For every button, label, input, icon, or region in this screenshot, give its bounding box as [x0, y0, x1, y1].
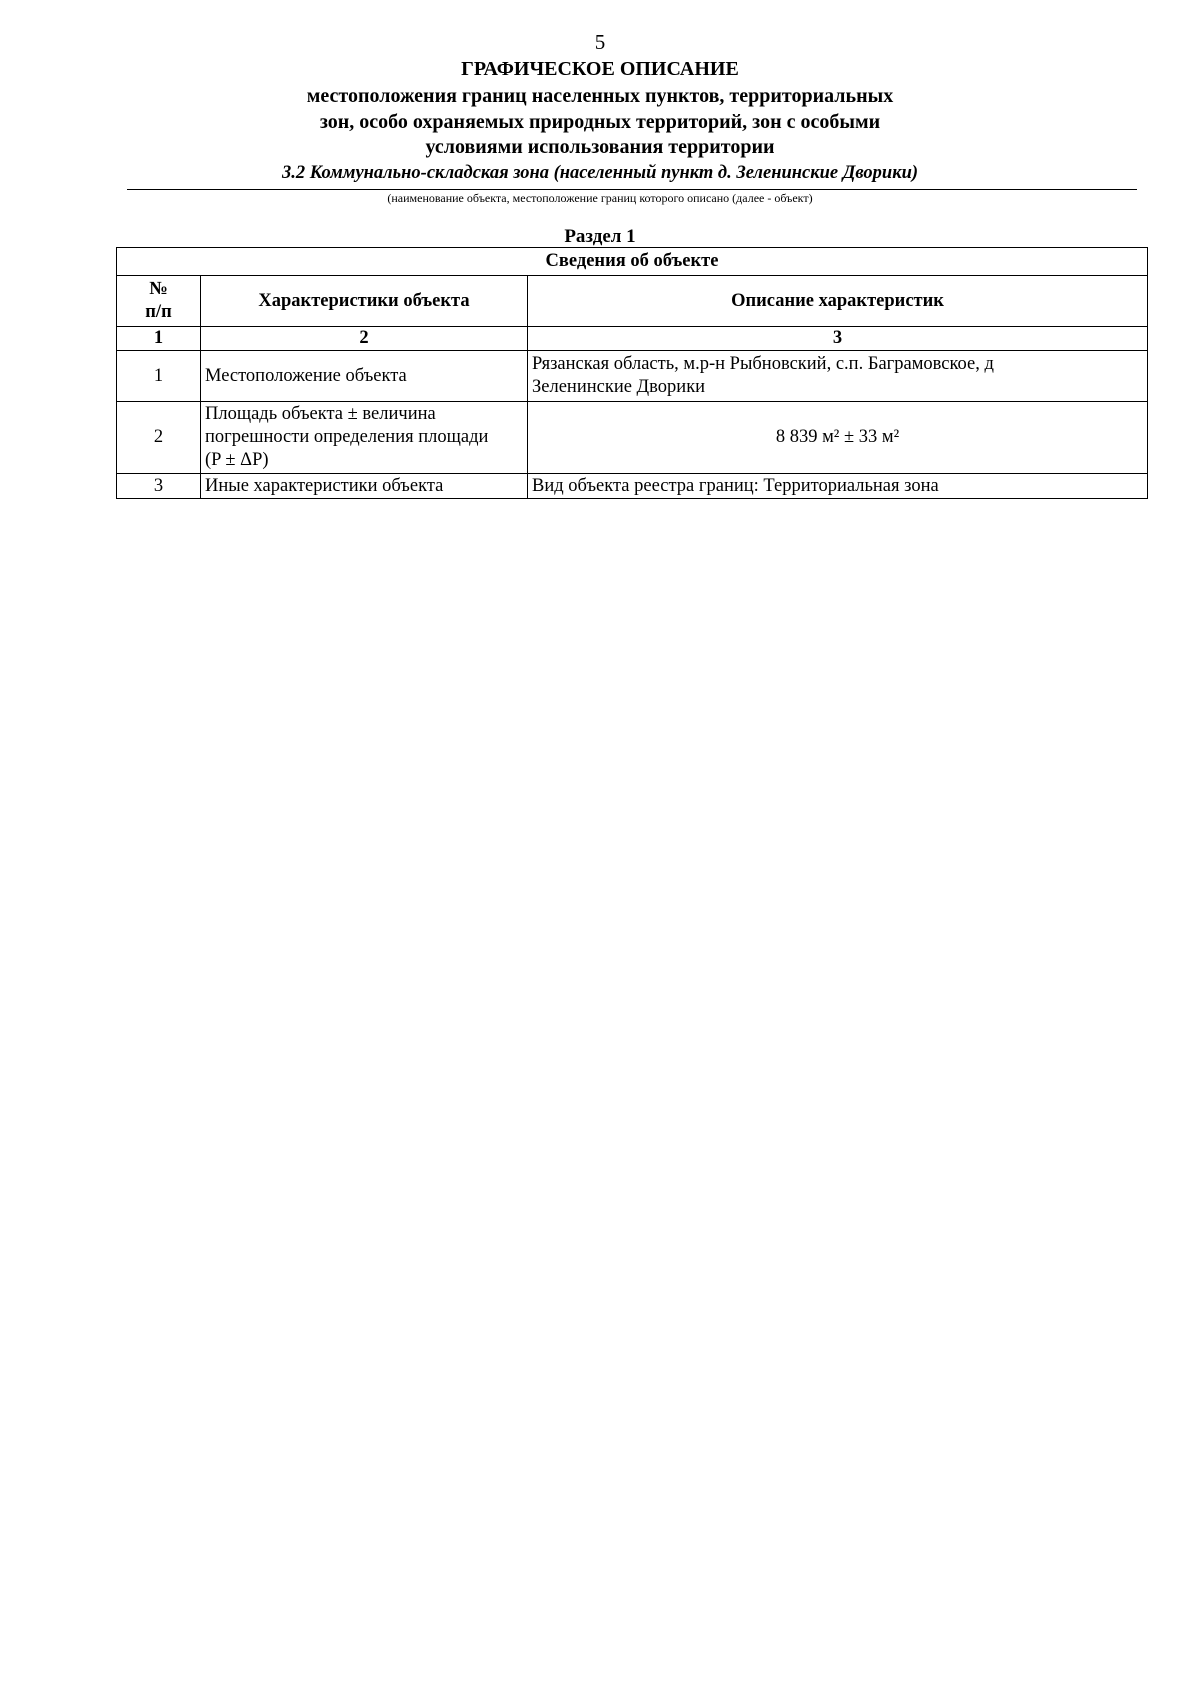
header-description: Описание характеристик: [528, 276, 1148, 327]
row-characteristic: [201, 474, 528, 499]
characteristic-line: Местоположение объекта: [205, 365, 407, 386]
subtitle-line: условиями использования территории: [425, 136, 775, 158]
object-name-underline: [127, 189, 1137, 190]
document-title: ГРАФИЧЕСКОЕ ОПИСАНИЕ: [461, 58, 739, 80]
row-description: [528, 474, 1148, 499]
row-number: 2: [117, 402, 201, 474]
page-number: 5: [594, 30, 606, 54]
table-row: [117, 474, 1148, 499]
section-title: Раздел 1: [564, 226, 636, 247]
table-row: [117, 402, 1148, 474]
row-characteristic: [201, 351, 528, 402]
description-line: Вид объекта реестра границ: Территориальная зона: [532, 475, 939, 496]
row-characteristic: [201, 402, 528, 474]
document-subtitle: [0, 84, 1200, 161]
header-number-line: п/п: [145, 302, 172, 322]
header-number: [117, 276, 201, 327]
characteristic-line: (P ± ΔP): [205, 450, 269, 470]
column-number: 1: [117, 327, 201, 351]
object-name-caption: (наименование объекта, местоположение границ которого описано (далее - объект): [387, 191, 813, 205]
column-number: 2: [201, 327, 528, 351]
column-number-row: [117, 327, 1148, 351]
subtitle-line: зон, особо охраняемых природных территорий, зон с особыми: [319, 110, 881, 133]
object-name: 3.2 Коммунально-складская зона (населенный пункт д. Зеленинские Дворики): [281, 163, 919, 183]
table-row: [117, 351, 1148, 402]
column-number: 3: [528, 327, 1148, 351]
row-number: 3: [117, 474, 201, 499]
object-info-table: [116, 247, 1148, 499]
characteristic-line: погрешности определения площади: [205, 427, 489, 447]
description-line: Рязанская область, м.р-н Рыбновский, с.п. Баграмовское, д: [532, 354, 994, 374]
characteristic-line: Площадь объекта ± величина: [205, 404, 436, 424]
table-caption-row: [117, 248, 1148, 276]
row-description: [528, 402, 1148, 474]
table-header-row: [117, 276, 1148, 327]
subtitle-line: местоположения границ населенных пунктов, территориальных: [306, 85, 894, 107]
header-characteristics: Характеристики объекта: [201, 276, 528, 327]
header-number-line: №: [149, 279, 168, 299]
description-line: Зеленинские Дворики: [532, 377, 706, 397]
row-description: [528, 351, 1148, 402]
description-line: 8 839 м² ± 33 м²: [775, 427, 900, 447]
row-number: 1: [117, 351, 201, 402]
table-caption: Сведения об объекте: [117, 248, 1148, 276]
characteristic-line: Иные характеристики объекта: [205, 475, 444, 496]
